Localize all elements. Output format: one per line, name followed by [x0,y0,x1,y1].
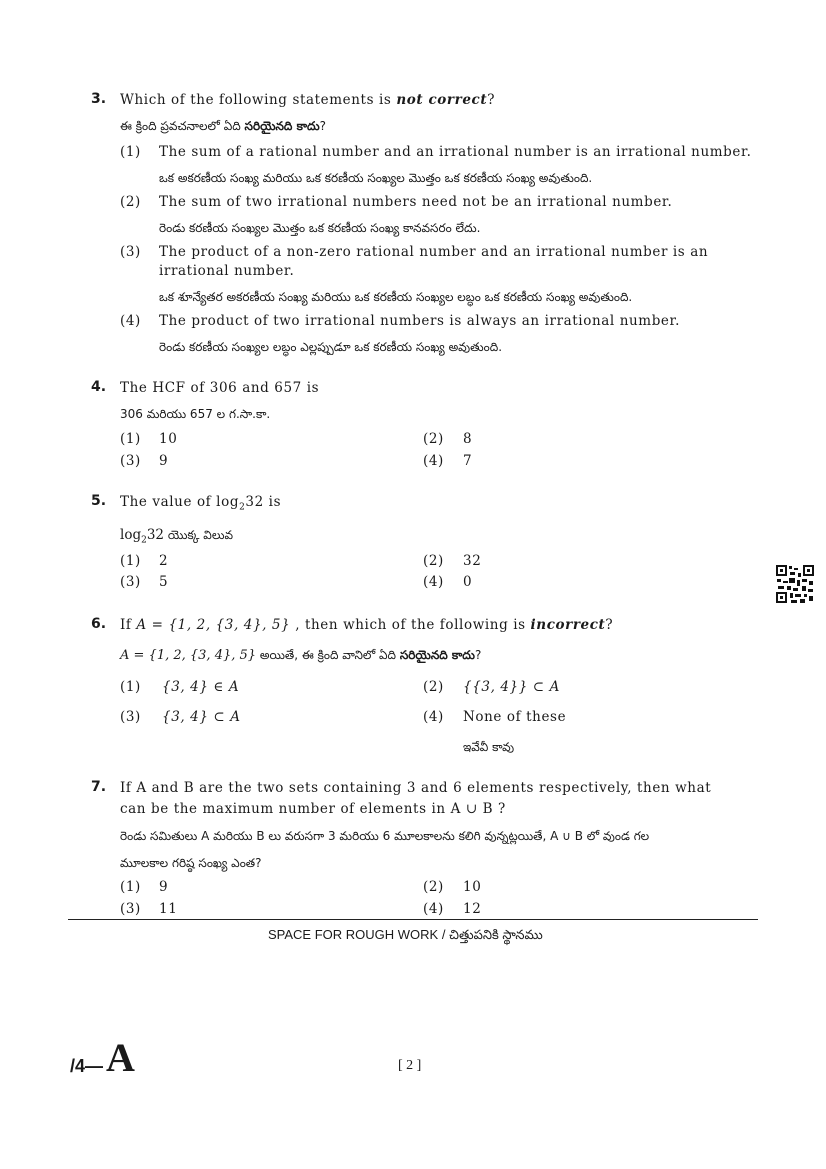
q6-opt1-label: (1) [120,679,141,695]
q3-number: 3. [91,91,107,107]
q5-opt2-label: (2) [423,553,444,569]
q5-number: 5. [91,493,107,509]
q6-opt1-value: {3, 4} ∈ A [162,679,240,695]
q6-opt3-label: (3) [120,709,141,725]
q7-opt2-label: (2) [423,879,444,895]
q7-opt1-value: 9 [159,879,169,895]
q7-number: 7. [91,779,107,795]
q6-opt4-value-te: ఇవేవీ కావు [463,740,515,754]
q5-text-en: The value of $\log_232$ is [120,494,282,513]
q4-opt4-value: 7 [463,453,473,469]
q3-opt3-en-cont: irrational number. [159,263,295,279]
q3-opt2-en: The sum of two irrational numbers need not be an irrational number. [159,194,673,210]
q3-text-en: Which of the following statements is not correct? [120,92,496,108]
q7-opt3-value: 11 [159,901,178,917]
q6-opt4-label: (4) [423,709,444,725]
q3-opt1-label: (1) [120,144,141,160]
q7-text-te-l2: మూలకాల గరిష్ఠ సంఖ్య ఎంత? [120,856,262,870]
q3-opt3-en: The product of a non-zero rational number and an irrational number is an [159,244,709,260]
q7-text-en-l1: If A and B are the two sets containing 3 and 6 elements respectively, then what [120,780,712,796]
q5-text-te: $\log_232$ యొక్క విలువ [120,527,234,546]
q4-opt4-label: (4) [423,453,444,469]
q3-opt2-label: (2) [120,194,141,210]
q3-opt4-en: The product of two irrational numbers is always an irrational number. [159,313,680,329]
q5-opt4-value: 0 [463,574,473,590]
q4-text-te: 306 మరియు 657 ల గ.సా.కా. [120,407,271,421]
q6-number: 6. [91,616,107,632]
q7-opt4-label: (4) [423,901,444,917]
q4-opt1-value: 10 [159,431,178,447]
q6-text-en: If A = {1, 2, {3, 4}, 5} , then which of the following is incorrect? [120,617,614,633]
q6-opt3-value: {3, 4} ⊂ A [162,709,241,725]
q5-opt2-value: 32 [463,553,482,569]
q3-opt3-te: ఒక శూన్యేతర అకరణీయ సంఖ్య మరియు ఒక కరణీయ సంఖ్యల లబ్ధం ఒక కరణీయ సంఖ్య అవుతుంది. [159,290,633,304]
q6-opt2-value: {{3, 4}} ⊂ A [463,679,560,695]
booklet-series-letter: A [106,1035,135,1080]
q3-opt3-label: (3) [120,244,141,260]
q4-opt2-label: (2) [423,431,444,447]
q5-opt1-label: (1) [120,553,141,569]
rough-work-divider [68,919,758,920]
q4-opt3-label: (3) [120,453,141,469]
q7-opt3-label: (3) [120,901,141,917]
rough-work-label: SPACE FOR ROUGH WORK / చిత్తుపనికి స్థానము [268,927,543,942]
q6-opt2-label: (2) [423,679,444,695]
q5-opt3-label: (3) [120,574,141,590]
q3-opt1-te: ఒక అకరణీయ సంఖ్య మరియు ఒక కరణీయ సంఖ్యల మొత్తం ఒక కరణీయ సంఖ్య అవుతుంది. [159,171,593,185]
q3-opt1-en: The sum of a rational number and an irrational number is an irrational number. [159,144,752,160]
page-number: [ 2 ] [398,1058,422,1073]
q4-number: 4. [91,379,107,395]
q4-opt2-value: 8 [463,431,473,447]
q7-opt1-label: (1) [120,879,141,895]
q3-opt4-label: (4) [120,313,141,329]
q3-opt2-te: రెండు కరణీయ సంఖ్యల మొత్తం ఒక కరణీయ సంఖ్య కానవసరం లేదు. [159,221,481,235]
q3-opt4-te: రెండు కరణీయ సంఖ్యల లబ్ధం ఎల్లప్పుడూ ఒక కరణీయ సంఖ్య అవుతుంది. [159,340,503,354]
q7-text-te-l1: రెండు సమితులు A మరియు B లు వరుసగా 3 మరియు 6 మూలకాలను కలిగి వున్నట్లయితే, A ∪ B లో వుండ గల [120,829,650,843]
q7-opt2-value: 10 [463,879,482,895]
q7-opt4-value: 12 [463,901,482,917]
q6-opt4-value: None of these [463,709,567,725]
q3-text-te: ఈ క్రింది ప్రవచనాలలో ఏది సరియైనది కాదు? [120,119,326,133]
q5-opt4-label: (4) [423,574,444,590]
qr-code-icon [775,564,815,604]
q4-text-en: The HCF of 306 and 657 is [120,380,320,396]
q6-text-te: A = {1, 2, {3, 4}, 5} అయితే, ఈ క్రింది వానిలో ఏది సరియైనది కాదు? [120,648,482,663]
q5-opt1-value: 2 [159,553,169,569]
q4-opt1-label: (1) [120,431,141,447]
q4-opt3-value: 9 [159,453,169,469]
q5-opt3-value: 5 [159,574,169,590]
q7-text-en-l2: can be the maximum number of elements in A ∪ B ? [120,801,506,817]
booklet-code: /4— [70,1056,104,1076]
